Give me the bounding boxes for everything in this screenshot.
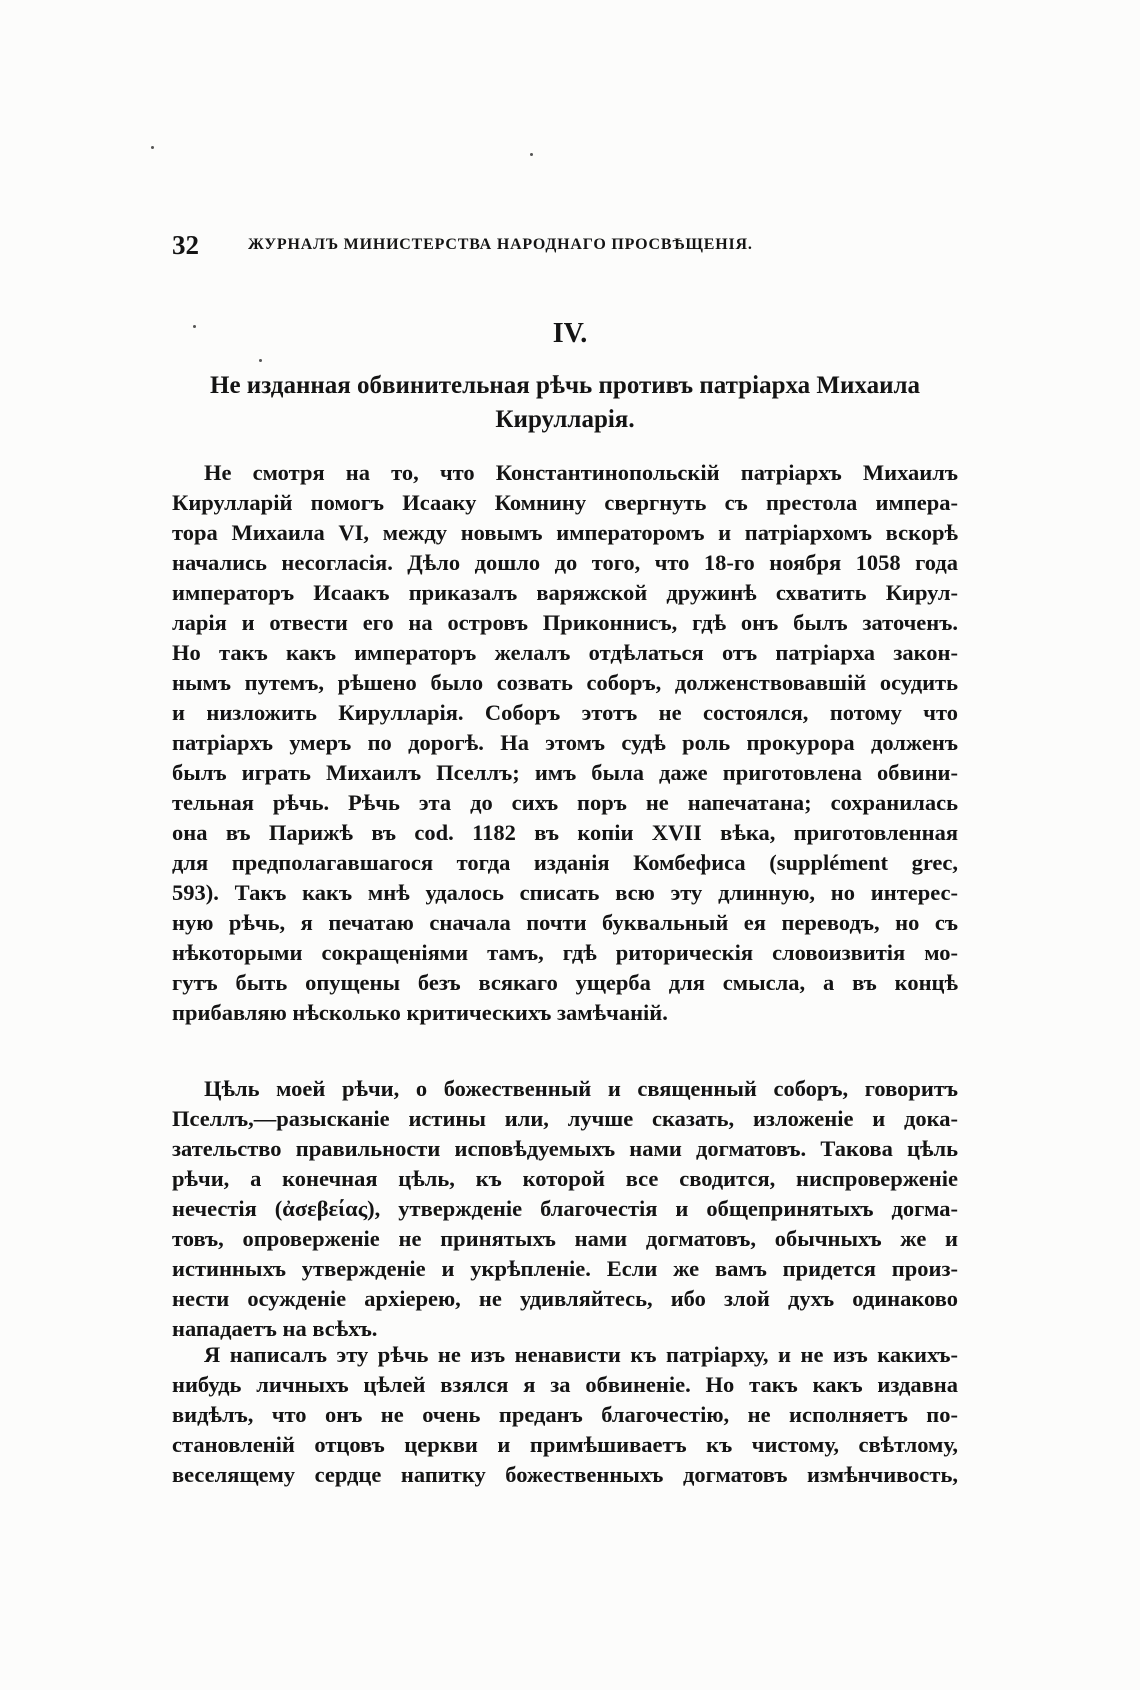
paragraph-speech-opening bbox=[172, 1074, 958, 1344]
page-header bbox=[172, 228, 952, 262]
text-line: прибавляю нѣсколько критическихъ замѣчаній. bbox=[172, 1000, 668, 1025]
text-line: зательство правильности исповѣдуемыхъ нами догматовъ. Такова цѣль bbox=[172, 1136, 958, 1161]
text-line: императоръ Исаакъ приказалъ варяжской дружинѣ схватить Кирул- bbox=[172, 580, 958, 605]
running-title: ЖУРНАЛЪ МИНИСТЕРСТВА НАРОДНАГО ПРОСВѢЩЕНІЯ. bbox=[248, 236, 753, 253]
text-line: былъ играть Михаилъ Пселлъ; имъ была даже приготовлена обвини- bbox=[172, 760, 958, 785]
text-line: нѣкоторыми сокращеніями тамъ, гдѣ риторическія словоизвитія мо- bbox=[172, 940, 958, 965]
text-line: истинныхъ утвержденіе и укрѣпленіе. Если же вамъ придется произ- bbox=[172, 1256, 958, 1281]
text-line: нечестія (ἀσεβείας), утвержденіе благочестія и общепринятыхъ догма- bbox=[172, 1196, 958, 1221]
paragraph-speech-continued bbox=[172, 1340, 958, 1490]
text-line: 593). Такъ какъ мнѣ удалось списать всю эту длинную, но интерес- bbox=[172, 880, 958, 905]
text-line: Я написалъ эту рѣчь не изъ ненависти къ патріарху, и не изъ какихъ- bbox=[204, 1342, 958, 1367]
text-line: Пселлъ,—разысканіе истины или, лучше сказать, изложеніе и дока- bbox=[172, 1106, 958, 1131]
text-line: Не смотря на то, что Константинопольскій патріархъ Михаилъ bbox=[204, 460, 958, 485]
text-line: патріархъ умеръ по дорогѣ. На этомъ судѣ роль прокурора долженъ bbox=[172, 730, 958, 755]
text-line: ную рѣчь, я печатаю сначала почти буквальный ея переводъ, но съ bbox=[172, 910, 958, 935]
text-line: Но такъ какъ императоръ желалъ отдѣлаться отъ патріарха закон- bbox=[172, 640, 958, 665]
article-title-line: Кирулларія. bbox=[495, 406, 635, 433]
text-line: веселящему сердце напитку божественныхъ догматовъ измѣнчивость, bbox=[172, 1462, 958, 1487]
text-line: нымъ путемъ, рѣшено было созвать соборъ, долженствовавшій осудить bbox=[172, 670, 958, 695]
text-line: видѣлъ, что онъ не очень преданъ благочестію, не исполняетъ по- bbox=[172, 1402, 958, 1427]
text-line: Цѣль моей рѣчи, о божественный и священный соборъ, говоритъ bbox=[204, 1076, 958, 1101]
section-number: IV. bbox=[552, 318, 588, 349]
text-line: тельная рѣчь. Рѣчь эта до сихъ поръ не напечатана; сохранилась bbox=[172, 790, 958, 815]
text-line: для предполагавшагося тогда изданія Комбефиса (supplément grec, bbox=[172, 850, 958, 875]
print-speck bbox=[530, 153, 533, 156]
article-title-line: Не изданная обвинительная рѣчь противъ патріарха Михаила bbox=[210, 372, 920, 399]
text-line: становленій отцовъ церкви и примѣшиваетъ къ чистому, свѣтлому, bbox=[172, 1432, 958, 1457]
text-line: гутъ быть опущены безъ всякаго ущерба для смысла, а въ концѣ bbox=[172, 970, 958, 995]
text-line: она въ Парижѣ въ cod. 1182 въ копіи XVII вѣка, приготовленная bbox=[172, 820, 958, 845]
article-title bbox=[170, 369, 960, 437]
paragraph-intro bbox=[172, 458, 958, 1028]
text-line: начались несогласія. Дѣло дошло до того, что 18-го ноября 1058 года bbox=[172, 550, 958, 575]
text-line: нападаетъ на всѣхъ. bbox=[172, 1316, 378, 1341]
page-number: 32 bbox=[172, 230, 199, 260]
text-line: и низложить Кирулларія. Соборъ этотъ не состоялся, потому что bbox=[172, 700, 958, 725]
text-line: рѣчи, а конечная цѣль, къ которой все сводится, ниспроверженіе bbox=[172, 1166, 958, 1191]
text-line: товъ, опроверженіе не принятыхъ нами догматовъ, обычныхъ же и bbox=[172, 1226, 958, 1251]
text-line: тора Михаила VI, между новымъ императоромъ и патріархомъ вскорѣ bbox=[172, 520, 958, 545]
text-line: нибудь личныхъ цѣлей взялся я за обвиненіе. Но такъ какъ издавна bbox=[172, 1372, 958, 1397]
text-line: ларія и отвести его на островъ Приконнисъ, гдѣ онъ былъ заточенъ. bbox=[172, 610, 958, 635]
print-speck bbox=[259, 359, 262, 362]
text-line: нести осужденіе архіерею, не удивляйтесь, ибо злой духъ одинаково bbox=[172, 1286, 958, 1311]
text-line: Кирулларій помогъ Исааку Комнину свергнуть съ престола импера- bbox=[172, 490, 958, 515]
print-speck bbox=[151, 146, 154, 149]
